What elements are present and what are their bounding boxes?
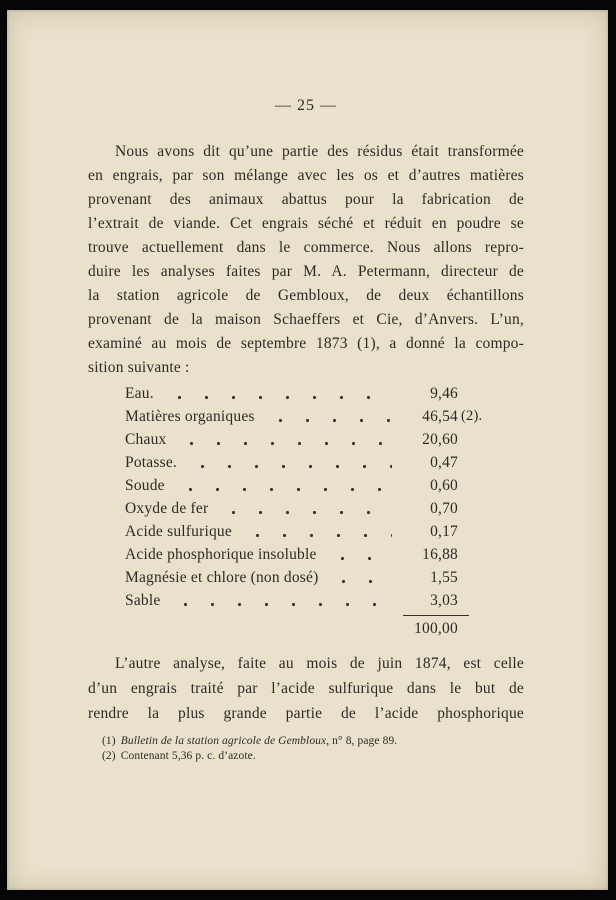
text-line: examiné au mois de septembre 1873 (1), a donné la compo- (88, 335, 524, 352)
row-label: Acide phosphorique insoluble (125, 546, 317, 563)
footnote-2-text: Contenant 5,36 p. c. d’azote. (120, 750, 256, 762)
row-label: Magnésie et chlore (non dosé) (125, 569, 319, 586)
table-row (125, 543, 480, 566)
row-label: Soude (125, 477, 165, 494)
composition-table (125, 382, 483, 639)
text-line: en engrais, par son mélange avec les os et d’autres matières (88, 167, 524, 184)
table-row (125, 451, 480, 474)
text-line: l’extrait de viande. Cet engrais séché et réduit en poudre se (88, 215, 524, 232)
dot-leader (242, 520, 392, 543)
footnote-1-title: Bulletin de la station agricole de Gembloux (120, 735, 327, 747)
total-value: 100,00 (414, 620, 458, 637)
row-label: Sable (125, 592, 161, 609)
row-label: Acide sulfurique (125, 523, 232, 540)
text-line: provenant de la maison Schaeffers et Cie, d’Anvers. L’un, (88, 311, 524, 328)
row-value: 20,60 (422, 431, 458, 448)
table-row (125, 589, 480, 612)
footnote-2-marker: (2) (102, 750, 116, 762)
text-line: sition suivante : (88, 359, 190, 376)
total-rule (403, 615, 469, 639)
footnote-1-marker: (1) (102, 735, 116, 747)
row-value: 1,55 (430, 569, 458, 586)
row-value: 9,46 (430, 385, 458, 402)
row-value: 0,70 (430, 500, 458, 517)
table-row (125, 497, 480, 520)
total-row (125, 615, 480, 639)
dot-leader (164, 382, 392, 405)
dot-leader (176, 428, 392, 451)
text-line: trouve actuellement dans le commerce. Nous allons repro- (88, 239, 524, 256)
dot-leader (170, 589, 392, 612)
row-label: Matières organiques (125, 408, 255, 425)
row-value: 0,47 (430, 454, 458, 471)
text-line: duire les analyses faites par M. A. Petermann, directeur de (88, 263, 524, 280)
text-line: L’autre analyse, faite au mois de juin 1874, est celle (115, 655, 524, 672)
page-content (7, 96, 524, 764)
text-line: rendre la plus grande partie de l’acide phosphorique (88, 705, 524, 722)
footnotes (102, 734, 524, 764)
dot-leader (265, 405, 392, 428)
footnote-1-rest: , n° 8, page 89. (326, 735, 398, 747)
text-line: la station agricole de Gembloux, de deux échantillons (88, 287, 524, 304)
dot-leader (218, 497, 392, 520)
row-value: 46,54 (422, 408, 458, 425)
table-row (125, 382, 480, 405)
row-suffix: (2). (461, 408, 483, 424)
text-line: Nous avons dit qu’une partie des résidus était transformée (115, 143, 524, 160)
row-label: Potasse. (125, 454, 177, 471)
dot-leader (327, 543, 392, 566)
text-line: d’un engrais traité par l’acide sulfurique dans le but de (88, 680, 524, 697)
book-page (7, 10, 608, 890)
text-line: provenant des animaux abattus pour la fabrication de (88, 191, 524, 208)
row-label: Chaux (125, 431, 167, 448)
dot-leader (175, 474, 392, 497)
row-value: 0,60 (430, 477, 458, 494)
row-label: Oxyde de fer (125, 500, 209, 517)
row-value: 3,03 (430, 592, 458, 609)
row-value: 0,17 (430, 523, 458, 540)
paragraph-1 (88, 140, 524, 380)
page-number: — 25 — (275, 97, 337, 114)
paragraph-2 (88, 651, 524, 726)
table-row (125, 428, 480, 451)
table-row (125, 474, 480, 497)
table-rows (125, 382, 483, 612)
table-row (125, 520, 480, 543)
table-row (125, 405, 483, 428)
table-row (125, 566, 480, 589)
footnote-1 (102, 734, 524, 749)
footnote-2 (102, 749, 524, 764)
row-label: Eau. (125, 385, 154, 402)
row-value: 16,88 (422, 546, 458, 563)
dot-leader (187, 451, 392, 474)
dot-leader (328, 566, 392, 589)
